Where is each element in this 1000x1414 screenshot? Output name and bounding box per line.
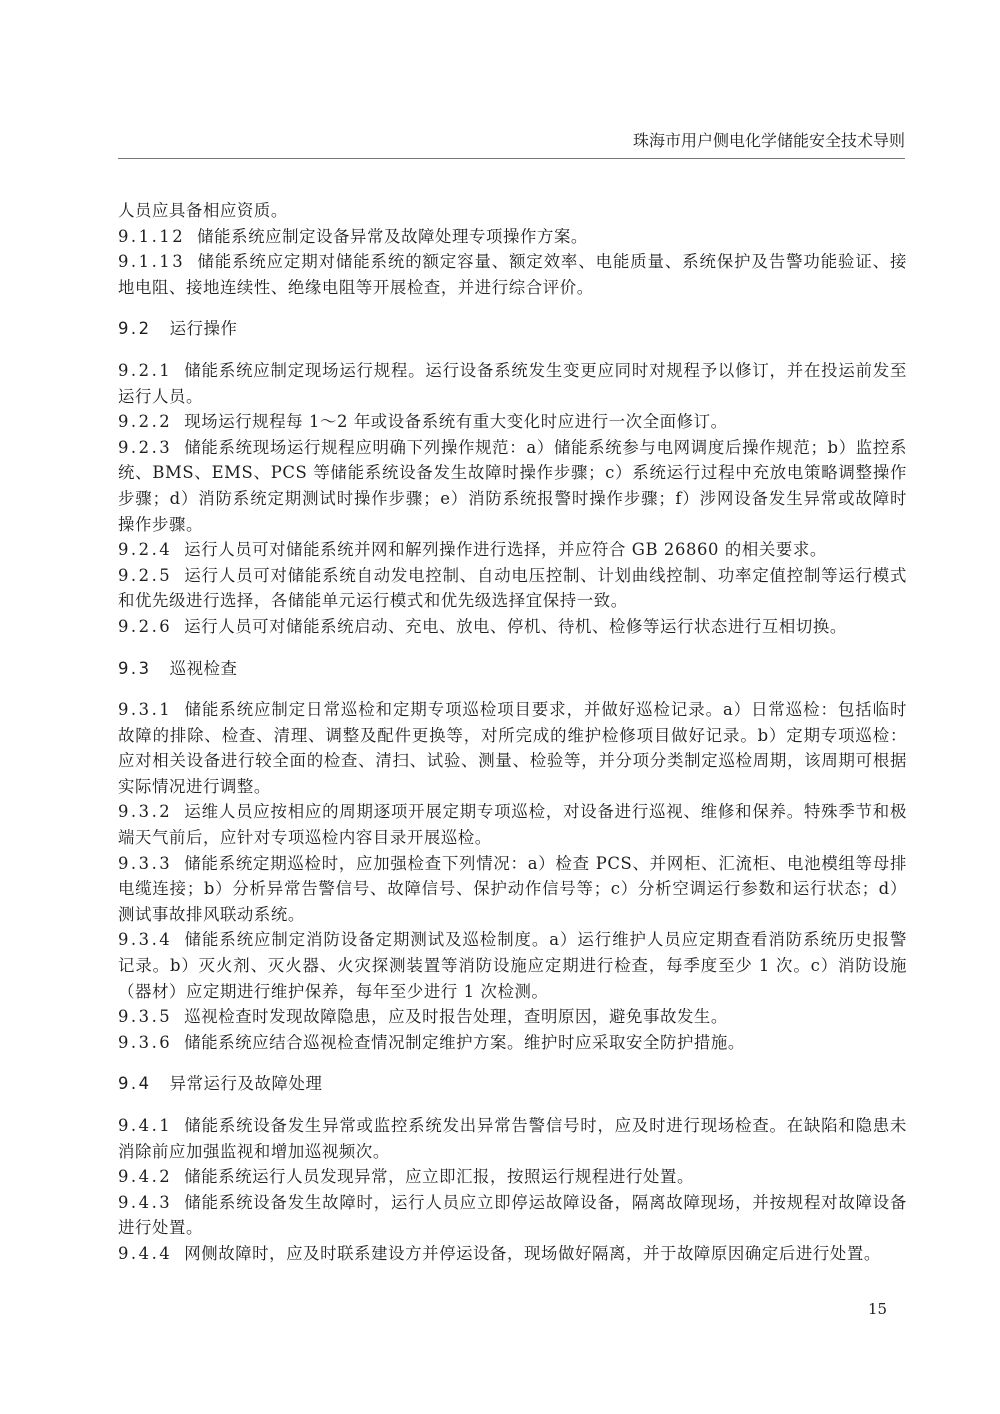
clause-paragraph xyxy=(118,799,907,850)
section-heading xyxy=(118,1071,907,1097)
clause-number: 9.3.2 xyxy=(118,802,173,822)
clause-number: 9.3.3 xyxy=(118,853,173,873)
clause-paragraph xyxy=(118,249,907,300)
clause-text: 储能系统应制定消防设备定期测试及巡检制度。a）运行维护人员应定期查看消防系统历史报警记录。b）灭火剂、灭火器、火灾探测装置等消防设施应定期进行检查，每季度至少 1 次。c）消防设施（器材）应定期进行维护保养，每年至少进行 1 次检测。 xyxy=(118,930,907,1001)
clause-number: 9.4.2 xyxy=(118,1167,173,1187)
clause-text: 储能系统定期巡检时，应加强检查下列情况：a）检查 PCS、并网柜、汇流柜、电池模组等母排电缆连接；b）分析异常告警信号、故障信号、保护动作信号等；c）分析空调运行参数和运行状态；d）测试事故排风联动系统。 xyxy=(118,853,907,924)
clause-paragraph xyxy=(118,358,907,409)
clause-paragraph xyxy=(118,198,907,224)
clause-number: 9.2.4 xyxy=(118,540,173,560)
clause-text: 储能系统应定期对储能系统的额定容量、额定效率、电能质量、系统保护及告警功能验证、接地电阻、接地连续性、绝缘电阻等开展检查，并进行综合评价。 xyxy=(118,252,907,297)
clause-text: 运维人员应按相应的周期逐项开展定期专项巡检，对设备进行巡视、维修和保养。特殊季节和极端天气前后，应针对专项巡检内容目录开展巡检。 xyxy=(118,802,907,848)
clause-paragraph xyxy=(118,435,907,537)
clause-paragraph xyxy=(118,697,907,799)
section-title: 巡视检查 xyxy=(169,658,238,678)
clause-number: 9.3.6 xyxy=(118,1032,173,1052)
clause-text: 运行人员可对储能系统并网和解列操作进行选择，并应符合 GB 26860 的相关要求。 xyxy=(184,540,827,560)
clause-text: 运行人员可对储能系统自动发电控制、自动电压控制、计划曲线控制、功率定值控制等运行模式和优先级进行选择，各储能单元运行模式和优先级选择宜保持一致。 xyxy=(118,565,907,611)
clause-text: 储能系统应制定现场运行规程。运行设备系统发生变更应同时对规程予以修订，并在投运前发至运行人员。 xyxy=(118,360,907,406)
clause-text: 储能系统应结合巡视检查情况制定维护方案。维护时应采取安全防护措施。 xyxy=(184,1032,745,1052)
clause-number: 9.1.13 xyxy=(118,252,186,272)
clause-text: 网侧故障时，应及时联系建设方并停运设备，现场做好隔离，并于故障原因确定后进行处置。 xyxy=(184,1243,881,1263)
header-divider xyxy=(118,158,905,159)
clause-paragraph xyxy=(118,927,907,1004)
clause-number: 9.3.5 xyxy=(118,1007,173,1027)
clause-text: 巡视检查时发现故障隐患，应及时报告处理，查明原因，避免事故发生。 xyxy=(184,1007,728,1027)
clause-text: 储能系统设备发生异常或监控系统发出异常告警信号时，应及时进行现场检查。在缺陷和隐患未消除前应加强监视和增加巡视频次。 xyxy=(118,1116,907,1161)
clause-paragraph xyxy=(118,537,907,563)
section-number: 9.3 xyxy=(118,658,152,678)
clause-text: 人员应具备相应资质。 xyxy=(118,201,288,220)
clause-text: 储能系统应制定设备异常及故障处理专项操作方案。 xyxy=(197,226,588,246)
section-number: 9.2 xyxy=(118,319,152,339)
section-number: 9.4 xyxy=(118,1074,152,1094)
clause-paragraph xyxy=(118,851,907,928)
clause-paragraph xyxy=(118,1030,907,1056)
clause-paragraph xyxy=(118,1004,907,1030)
clause-text: 现场运行规程每 1～2 年或设备系统有重大变化时应进行一次全面修订。 xyxy=(184,412,728,432)
clause-paragraph xyxy=(118,614,907,640)
clause-paragraph xyxy=(118,563,907,614)
page-number: 15 xyxy=(868,1300,888,1318)
section-title: 运行操作 xyxy=(169,319,238,339)
section-heading xyxy=(118,316,907,342)
clause-number: 9.2.1 xyxy=(118,360,173,380)
clause-number: 9.2.2 xyxy=(118,412,173,432)
clause-paragraph xyxy=(118,1113,907,1164)
clause-number: 9.2.5 xyxy=(118,565,173,585)
clause-paragraph xyxy=(118,1164,907,1190)
clause-paragraph xyxy=(118,1241,907,1267)
document-header-title: 珠海市用户侧电化学储能安全技术导则 xyxy=(632,131,905,150)
clause-text: 储能系统现场运行规程应明确下列操作规范：a）储能系统参与电网调度后操作规范；b）监控系统、BMS、EMS、PCS 等储能系统设备发生故障时操作步骤；c）系统运行过程中充放电策略调整操作步骤；d）消防系统定期测试时操作步骤；e）消防系统报警时操作步骤；f）涉网设备发生异常或故障时操作步骤。 xyxy=(118,437,907,534)
clause-paragraph xyxy=(118,1190,907,1241)
clause-text: 储能系统设备发生故障时，运行人员应立即停运故障设备，隔离故障现场，并按规程对故障设备进行处置。 xyxy=(118,1192,907,1238)
section-heading xyxy=(118,656,907,682)
clause-paragraph xyxy=(118,409,907,435)
clause-text: 储能系统运行人员发现异常，应立即汇报，按照运行规程进行处置。 xyxy=(184,1167,694,1187)
clause-number: 9.2.3 xyxy=(118,437,173,457)
clause-number: 9.1.12 xyxy=(118,226,186,246)
clause-number: 9.3.1 xyxy=(118,700,173,720)
section-title: 异常运行及故障处理 xyxy=(169,1074,323,1094)
clause-text: 储能系统应制定日常巡检和定期专项巡检项目要求，并做好巡检记录。a）日常巡检：包括临时故障的排除、检查、清理、调整及配件更换等，对所完成的维护检修项目做好记录。b）定期专项巡检：应对相关设备进行较全面的检查、清扫、试验、测量、检验等，并分项分类制定巡检周期，该周期可根据实际情况进行调整。 xyxy=(118,700,907,796)
document-body xyxy=(118,198,907,1267)
clause-paragraph xyxy=(118,224,907,250)
clause-number: 9.3.4 xyxy=(118,930,173,950)
clause-number: 9.2.6 xyxy=(118,616,173,636)
clause-number: 9.4.1 xyxy=(118,1116,173,1135)
clause-number: 9.4.4 xyxy=(118,1243,173,1263)
clause-text: 运行人员可对储能系统启动、充电、放电、停机、待机、检修等运行状态进行互相切换。 xyxy=(184,616,847,636)
clause-number: 9.4.3 xyxy=(118,1192,173,1212)
